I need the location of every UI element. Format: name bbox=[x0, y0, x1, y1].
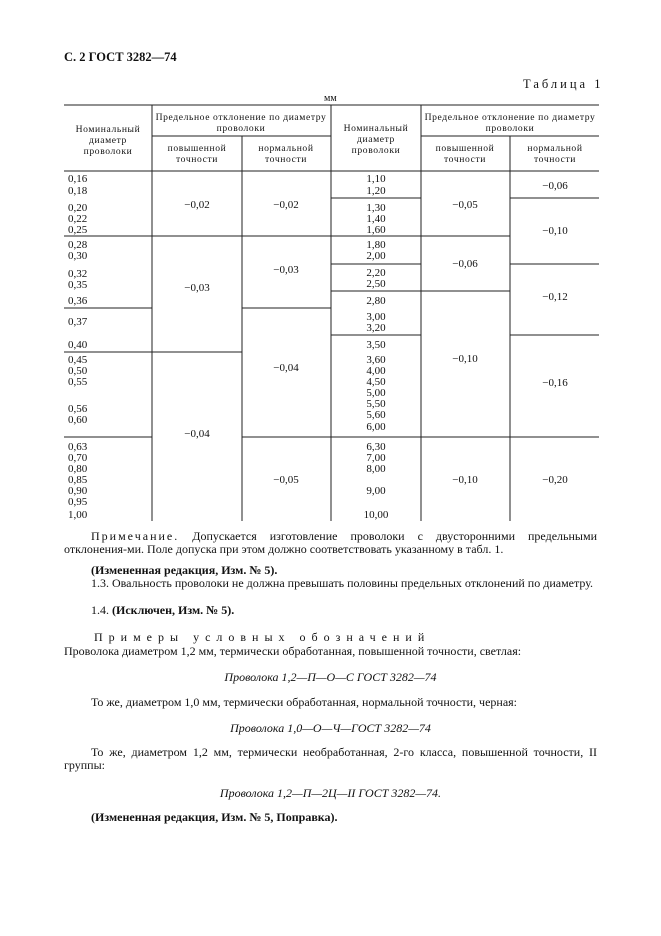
left-diameters bbox=[68, 173, 88, 521]
deviation-high-cell: −0,02 bbox=[184, 199, 210, 211]
diameter-cell: 2,80 bbox=[366, 295, 386, 307]
change-note-2: (Измененная редакция, Изм. № 5, Поправка). bbox=[91, 810, 338, 824]
diameter-cell: 10,00 bbox=[363, 509, 389, 521]
diameter-cell: 3,60 bbox=[366, 354, 386, 366]
diameter-cell: 0,55 bbox=[68, 376, 88, 388]
diameter-cell: 0,85 bbox=[68, 474, 88, 486]
header-norm: нормальной bbox=[258, 143, 314, 154]
deviation-norm-cell: −0,16 bbox=[542, 377, 568, 389]
header-nominal: диаметр bbox=[357, 134, 395, 145]
deviation-norm-cell: −0,04 bbox=[273, 362, 299, 374]
deviation-high-cell: −0,03 bbox=[184, 282, 210, 294]
diameter-cell: 0,22 bbox=[68, 213, 88, 225]
header-nominal: Номинальный bbox=[75, 124, 141, 135]
table-note bbox=[64, 530, 597, 556]
diameter-cell: 1,00 bbox=[68, 509, 88, 521]
example-3-text: То же, диаметром 1,2 мм, термически необработанная, 2-го класса, повышенной точности, II группы: bbox=[64, 745, 597, 772]
diameter-cell: 0,90 bbox=[68, 485, 88, 497]
deviation-high-cell: −0,10 bbox=[452, 474, 478, 486]
diameter-cell: 0,20 bbox=[68, 202, 88, 214]
diameter-cell: 0,70 bbox=[68, 452, 88, 464]
paragraph-1-3: 1.3. Овальность проволоки не должна превышать половины предельных отклонений по диаметру. bbox=[91, 576, 594, 590]
header-deviation: Предельное отклонение по диаметру bbox=[155, 112, 327, 123]
diameter-cell: 9,00 bbox=[366, 485, 386, 497]
deviation-norm-cell: −0,03 bbox=[273, 264, 299, 276]
table-grid bbox=[64, 105, 599, 521]
diameter-cell: 1,80 bbox=[366, 239, 386, 251]
diameter-cell: 1,20 bbox=[366, 185, 386, 197]
note-body: Допускается изготовление проволоки с двусторонними предельными отклонения-ми. Поле допуска при этом должно соответствовать указанному в табл. 1. bbox=[64, 529, 597, 556]
diameter-cell: 0,35 bbox=[68, 279, 88, 291]
example-1-text: Проволока диаметром 1,2 мм, термически обработанная, повышенной точности, светлая: bbox=[64, 644, 522, 658]
page-header: С. 2 ГОСТ 3282—74 bbox=[64, 50, 177, 64]
diameter-cell: 0,50 bbox=[68, 365, 88, 377]
diameter-cell: 3,00 bbox=[366, 311, 386, 323]
deviation-norm-cell: −0,02 bbox=[273, 199, 299, 211]
header-norm: точности bbox=[534, 154, 576, 165]
paragraph-1-4 bbox=[64, 604, 597, 617]
deviation-norm-cell: −0,12 bbox=[542, 291, 568, 303]
header-nominal: проволоки bbox=[83, 146, 133, 157]
table-header bbox=[76, 112, 596, 165]
header-high: повышенной bbox=[435, 143, 495, 154]
diameter-cell: 0,95 bbox=[68, 496, 88, 508]
diameter-cell: 6,30 bbox=[366, 441, 386, 453]
diameter-cell: 5,00 bbox=[366, 387, 386, 399]
diameter-cell: 0,18 bbox=[68, 185, 88, 197]
header-nominal: диаметр bbox=[89, 135, 127, 146]
header-norm: точности bbox=[265, 154, 307, 165]
diameter-cell: 7,00 bbox=[366, 452, 386, 464]
diameter-cell: 2,50 bbox=[366, 278, 386, 290]
diameter-cell: 0,56 bbox=[68, 403, 88, 415]
unit-label: мм bbox=[324, 93, 337, 104]
diameter-cell: 1,10 bbox=[366, 173, 386, 185]
diameter-cell: 0,80 bbox=[68, 463, 88, 475]
diameter-cell: 1,30 bbox=[366, 202, 386, 214]
diameter-cell: 3,50 bbox=[366, 339, 386, 351]
header-norm: нормальной bbox=[527, 143, 583, 154]
diameter-cell: 1,60 bbox=[366, 224, 386, 236]
right-diameters bbox=[364, 173, 389, 521]
example-1-code: Проволока 1,2—П—О—С ГОСТ 3282—74 bbox=[224, 670, 437, 684]
diameter-cell: 0,32 bbox=[68, 268, 88, 280]
deviation-norm-cell: −0,20 bbox=[542, 474, 568, 486]
header-deviation: проволоки bbox=[216, 123, 266, 134]
diameter-cell: 5,60 bbox=[366, 409, 386, 421]
header-high: точности bbox=[176, 154, 218, 165]
deviation-high-cell: −0,06 bbox=[452, 258, 478, 270]
header-high: точности bbox=[444, 154, 486, 165]
change-note-1: (Измененная редакция, Изм. № 5). bbox=[91, 563, 278, 577]
example-2-code: Проволока 1,0—О—Ч—ГОСТ 3282—74 bbox=[230, 721, 431, 735]
deviation-high-cell: −0,05 bbox=[452, 199, 478, 211]
examples-heading: Примеры условных обозначений bbox=[94, 630, 431, 644]
diameter-cell: 8,00 bbox=[366, 463, 386, 475]
header-deviation: проволоки bbox=[485, 123, 535, 134]
deviation-norm-cell: −0,06 bbox=[542, 180, 568, 192]
deviation-high-cell: −0,10 bbox=[452, 353, 478, 365]
diameter-cell: 4,00 bbox=[366, 365, 386, 377]
p14-number: 1.4. bbox=[91, 603, 109, 617]
header-nominal: Номинальный bbox=[343, 123, 409, 134]
example-2-text: То же, диаметром 1,0 мм, термически обработанная, нормальной точности, черная: bbox=[91, 695, 518, 709]
deviation-norm-cell: −0,10 bbox=[542, 225, 568, 237]
diameter-cell: 0,28 bbox=[68, 239, 88, 251]
header-nominal: проволоки bbox=[351, 145, 401, 156]
header-deviation: Предельное отклонение по диаметру bbox=[424, 112, 596, 123]
diameter-cell: 3,20 bbox=[366, 322, 386, 334]
diameter-cell: 1,40 bbox=[366, 213, 386, 225]
diameter-cell: 0,36 bbox=[68, 295, 88, 307]
example-3-code: Проволока 1,2—П—2Ц—II ГОСТ 3282—74. bbox=[219, 786, 442, 800]
diameter-cell: 0,63 bbox=[68, 441, 88, 453]
diameter-cell: 0,45 bbox=[68, 354, 88, 366]
diameter-cell: 4,50 bbox=[366, 376, 386, 388]
diameter-cell: 2,20 bbox=[366, 267, 386, 279]
diameter-cell: 0,37 bbox=[68, 316, 88, 328]
diameter-cell: 6,00 bbox=[366, 421, 386, 433]
diameter-cell: 0,30 bbox=[68, 250, 88, 262]
deviation-high-cell: −0,04 bbox=[184, 428, 210, 440]
diameter-cell: 0,40 bbox=[68, 339, 88, 351]
diameter-cell: 5,50 bbox=[366, 398, 386, 410]
p14-status: (Исключен, Изм. № 5). bbox=[112, 603, 235, 617]
diameter-cell: 0,60 bbox=[68, 414, 88, 426]
diameter-cell: 0,25 bbox=[68, 224, 88, 236]
diameter-cell: 2,00 bbox=[366, 250, 386, 262]
header-high: повышенной bbox=[167, 143, 227, 154]
note-label: Примечание. bbox=[91, 529, 180, 543]
diameter-cell: 0,16 bbox=[68, 173, 88, 185]
deviation-norm-cell: −0,05 bbox=[273, 474, 299, 486]
table-label: Таблица 1 bbox=[523, 77, 604, 91]
